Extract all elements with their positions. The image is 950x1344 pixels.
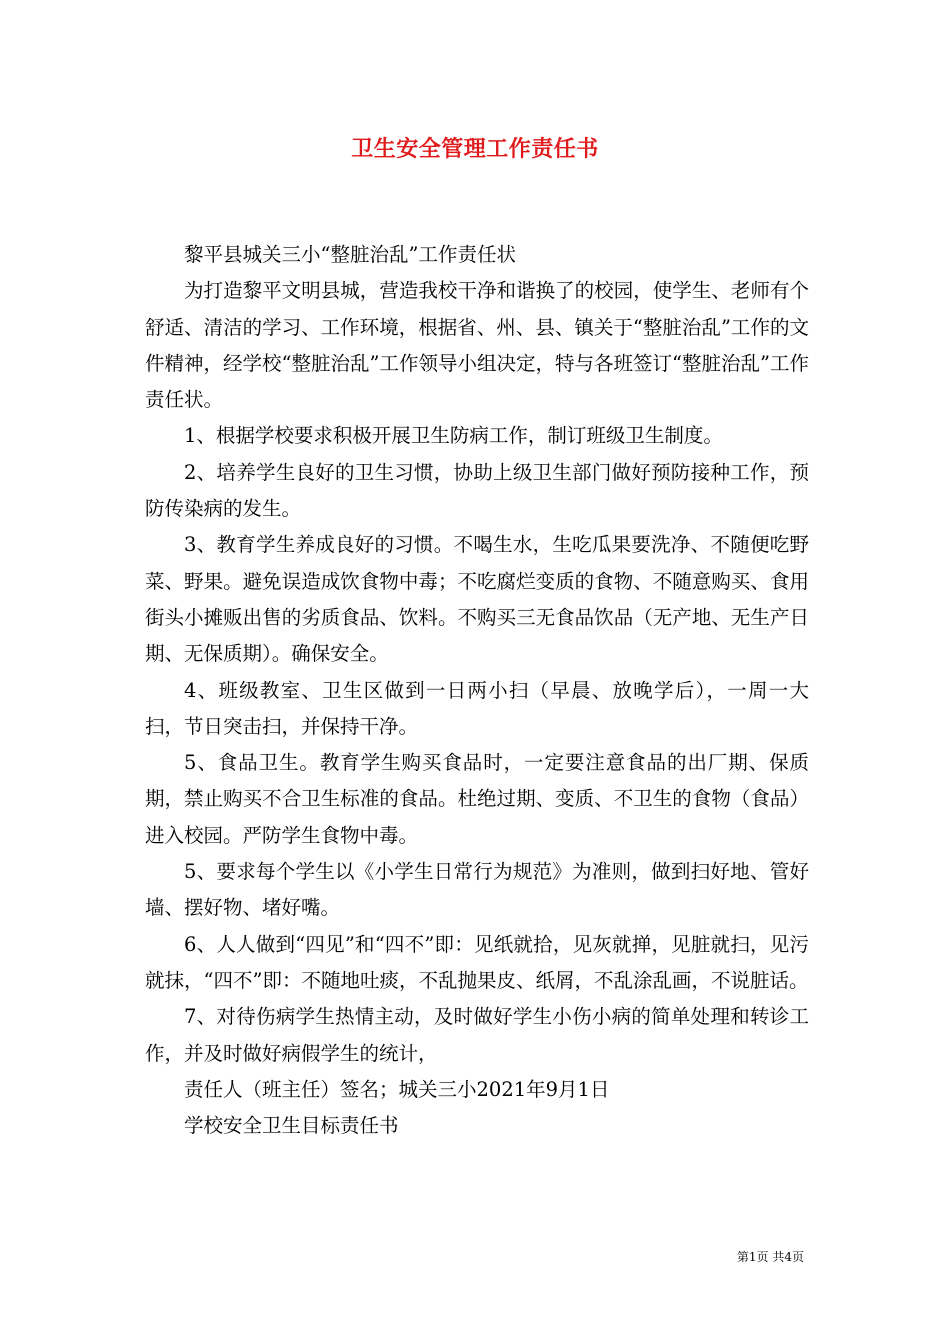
paragraph-item-6: 6、人人做到“四见”和“四不”即：见纸就拾，见灰就掸，见脏就扫，见污就抹，“四不”即：不随地吐痰，不乱抛果皮、纸屑，不乱涂乱画，不说脏话。 — [145, 932, 809, 992]
paragraph-item-1: 1、根据学校要求积极开展卫生防病工作，制订班级卫生制度。 — [184, 424, 723, 448]
document-body — [145, 237, 809, 1144]
paragraph-next-title: 学校安全卫生目标责任书 — [184, 1114, 399, 1138]
paragraph-item-2: 2、培养学生良好的卫生习惯，协助上级卫生部门做好预防接种工作，预防传染病的发生。 — [145, 460, 809, 521]
page-number: 第1页 共4页 — [736, 1250, 804, 1264]
paragraph-intro: 为打造黎平文明县城，营造我校干净和谐换了的校园，使学生、老师有个舒适、清洁的学习、工作环境，根据省、州、县、镇关于“整脏治乱”工作的文件精神，经学校“整脏治乱”工作领导小组决定，特与各班签订“整脏治乱”工作责任状。 — [145, 279, 809, 412]
paragraph-item-7: 7、对待伤病学生热情主动，及时做好学生小伤小病的简单处理和转诊工作，并及时做好病假学生的统计， — [145, 1005, 809, 1065]
paragraph-item-4: 4、班级教室、卫生区做到一日两小扫（早晨、放晚学后），一周一大扫，节日突击扫，并保持干净。 — [145, 678, 809, 738]
paragraph-item-5-rules: 5、要求每个学生以《小学生日常行为规范》为准则，做到扫好地、管好墙、摆好物、堵好嘴。 — [145, 860, 809, 920]
paragraph-signature: 责任人（班主任）签名；城关三小2021年9月1日 — [184, 1077, 610, 1101]
paragraph-item-5-food: 5、食品卫生。教育学生购买食品时，一定要注意食品的出厂期、保质期，禁止购买不合卫生标准的食品。杜绝过期、变质、不卫生的食物（食品）进入校园。严防学生食物中毒。 — [145, 751, 809, 847]
paragraph-item-3: 3、教育学生养成良好的习惯。不喝生水，生吃瓜果要洗净、不随便吃野菜、野果。避免误造成饮食物中毒；不吃腐烂变质的食物、不随意购买、食用街头小摊贩出售的劣质食品、饮料。不购买三无食品饮品（无产地、无生产日期、无保质期）。确保安全。 — [145, 533, 809, 666]
page-title: 卫生安全管理工作责任书 — [351, 136, 599, 162]
paragraph-heading: 黎平县城关三小“整脏治乱”工作责任状 — [184, 243, 516, 266]
